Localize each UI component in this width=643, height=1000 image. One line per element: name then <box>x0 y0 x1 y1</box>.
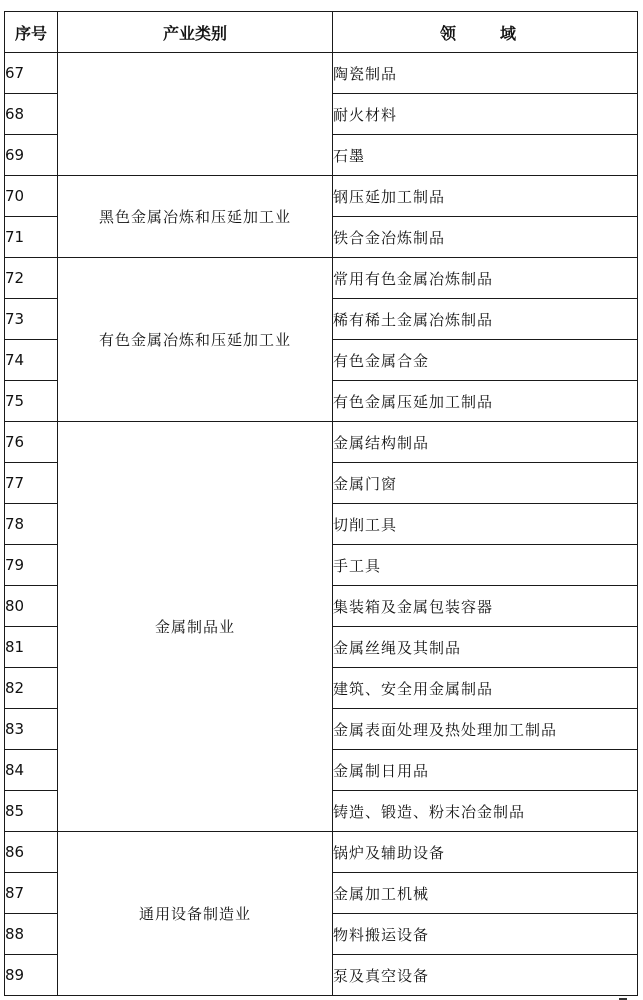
row-number: 84 <box>5 750 58 791</box>
header-category: 产业类别 <box>58 12 333 53</box>
field-cell: 稀有稀土金属冶炼制品 <box>333 299 638 340</box>
field-cell: 铁合金冶炼制品 <box>333 217 638 258</box>
field-cell: 金属制日用品 <box>333 750 638 791</box>
row-number: 85 <box>5 791 58 832</box>
row-number: 67 <box>5 53 58 94</box>
category-cell: 有色金属冶炼和压延加工业 <box>58 258 333 422</box>
row-number: 72 <box>5 258 58 299</box>
field-cell: 常用有色金属冶炼制品 <box>333 258 638 299</box>
row-number: 69 <box>5 135 58 176</box>
field-cell: 金属结构制品 <box>333 422 638 463</box>
field-cell: 锅炉及辅助设备 <box>333 832 638 873</box>
field-cell: 集装箱及金属包装容器 <box>333 586 638 627</box>
row-number: 88 <box>5 914 58 955</box>
field-cell: 金属门窗 <box>333 463 638 504</box>
row-number: 82 <box>5 668 58 709</box>
row-number: 76 <box>5 422 58 463</box>
field-cell: 石墨 <box>333 135 638 176</box>
row-number: 73 <box>5 299 58 340</box>
row-number: 89 <box>5 955 58 996</box>
header-field: 领 域 <box>333 12 638 53</box>
industry-table <box>4 11 638 996</box>
table-row <box>5 832 638 873</box>
row-number: 77 <box>5 463 58 504</box>
table-body <box>5 53 638 996</box>
field-cell: 铸造、锻造、粉末冶金制品 <box>333 791 638 832</box>
field-cell: 有色金属合金 <box>333 340 638 381</box>
row-number: 70 <box>5 176 58 217</box>
field-cell: 泵及真空设备 <box>333 955 638 996</box>
row-number: 80 <box>5 586 58 627</box>
header-seq: 序号 <box>5 12 58 53</box>
field-cell: 手工具 <box>333 545 638 586</box>
field-cell: 有色金属压延加工制品 <box>333 381 638 422</box>
row-number: 74 <box>5 340 58 381</box>
row-number: 79 <box>5 545 58 586</box>
row-number: 68 <box>5 94 58 135</box>
field-cell: 金属表面处理及热处理加工制品 <box>333 709 638 750</box>
field-cell: 金属丝绳及其制品 <box>333 627 638 668</box>
table-row <box>5 258 638 299</box>
row-number: 83 <box>5 709 58 750</box>
category-cell: 黑色金属冶炼和压延加工业 <box>58 176 333 258</box>
table-row <box>5 176 638 217</box>
field-cell: 陶瓷制品 <box>333 53 638 94</box>
category-cell: 通用设备制造业 <box>58 832 333 996</box>
row-number: 86 <box>5 832 58 873</box>
row-number: 78 <box>5 504 58 545</box>
category-cell <box>58 53 333 176</box>
field-cell: 耐火材料 <box>333 94 638 135</box>
table-row <box>5 422 638 463</box>
row-number: 71 <box>5 217 58 258</box>
table-row <box>5 53 638 94</box>
category-cell: 金属制品业 <box>58 422 333 832</box>
row-number: 87 <box>5 873 58 914</box>
field-cell: 切削工具 <box>333 504 638 545</box>
row-number: 81 <box>5 627 58 668</box>
row-number: 75 <box>5 381 58 422</box>
field-cell: 钢压延加工制品 <box>333 176 638 217</box>
field-cell: 金属加工机械 <box>333 873 638 914</box>
field-cell: 建筑、安全用金属制品 <box>333 668 638 709</box>
table-header-row <box>5 12 638 53</box>
field-cell: 物料搬运设备 <box>333 914 638 955</box>
